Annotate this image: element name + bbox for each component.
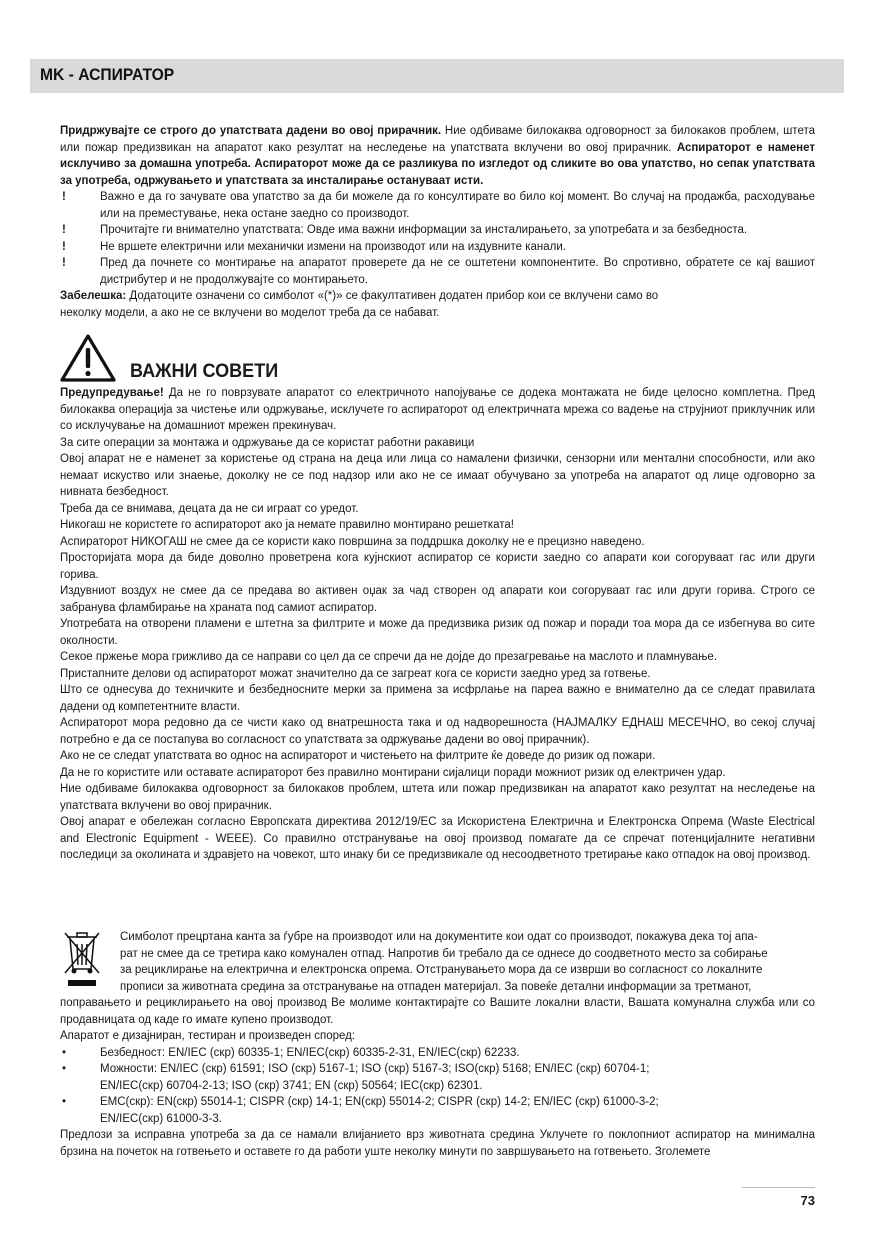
warning-paragraph: Овој апарат не е наменет за користење од страна на деца или лица со намалени физички, сензорни или ментални способности, или ако немаат искуство или знаење, доколку не се под надзор или ако не се имаат обучувано за употреба на апаратот од лице одговорно за нивната безбедност. — [60, 453, 815, 498]
intro-section — [60, 123, 815, 321]
standard-item: • Можности: EN/IEC (скр) 61591; ISO (скр) 5167-1; ISO (скр) 5167-3; ISO(скр) 5168; EN/IEC (скр) 60704-1; EN/IEC(скр) 60704-2-13; ISO (скр) 3741; EN (скр) 50564; IEC(скр) 62301. — [62, 1063, 650, 1092]
crossed-out-bin-icon — [60, 927, 104, 989]
warning-label: Предупредување! — [60, 387, 164, 399]
warning-paragraph: Издувниот воздух не смее да се предава во активен оџак за чад створен од апарати кои согоруваат гас или други горива. Строго се забранува фламбирање на храната под самиот аспиратор. — [60, 585, 815, 614]
weee-line: Симболот прецртана канта за ѓубре на производот или на документите кои одат со производот, покажува дека тој апа- — [120, 931, 758, 943]
designed-intro: Апаратот е дизајниран, тестиран и произведен според: — [60, 1030, 356, 1042]
intro-bullet: ! Пред да почнете со монтирање на апаратот проверете да не се оштетени компонентите. Во спротивно, обратете се кај вашиот дистрибутер и не продолжувајте со монтирањето. — [62, 257, 815, 286]
intro-bullet: ! Не вршете електрични или механички измени на производот или на издувните канали. — [60, 239, 815, 256]
exclamation-marker: ! — [62, 191, 66, 203]
warning-lead-paragraph: Предупредување! Да не го поврзувате апаратот со електричното напојување се додека монтажата не биде целосно комплетна. Пред билокаква операција за чистење или одржување, исклучете го аспираторот од електричната мрежа со вадење на струјниот приклучник или со исклучување на домашниот мрежен прекинувач. — [60, 387, 815, 432]
section-header-bar — [30, 59, 844, 93]
intro-bold-lead: Придржувајте се строго до упатствата дадени во овој прирачник. — [60, 125, 442, 137]
standard-item: • Безбедност: EN/IEC (скр) 60335-1; EN/IEC(скр) 60335-2-31, EN/IEC(скр) 62233. — [60, 1045, 815, 1062]
warning-paragraph: Аспираторот мора редовно да се чисти како од внатрешноста така и од надворешноста (НАЈМАЛКУ ЕДНАШ МЕСЕЧНО, во секој случај потребно е да се постапува во согласност со упатствата за одржување дадени во овој прирачник). — [60, 717, 815, 746]
intro-bullet: ! Важно е да го зачувате ова упатство за да би можеле да го консултирате во било кој момент. Во случај на продажба, расходување или на преместување, нека остане заедно со производот. — [62, 191, 815, 220]
page-number: 73 — [800, 1193, 815, 1208]
warning-paragraph: Што се однесува до техничките и безбедносните мерки за примена за исфрлање на пареа важно е внимателно да се следат правилата дадени од компетентните власти. — [60, 684, 815, 713]
bullet-marker: • — [62, 1096, 67, 1108]
warning-paragraph: Треба да се внимава, децата да не си играат со уредот. — [60, 502, 359, 515]
warning-paragraph: Ние одбиваме билокаква одговорност за билокаков проблем, штета или пожар предизвикан на апаратот како резултат на неследење на упатствата вклучени во овој прирачник. — [60, 783, 815, 812]
exclamation-marker: ! — [62, 224, 66, 236]
warnings-title: ВАЖНИ СОВЕТИ — [130, 361, 279, 382]
warning-paragraph: За сите операции за монтажа и одржување да се користат работни ракавици — [60, 436, 475, 449]
note-line: Забелешка: Додатоците означени со симболот «(*)» се факултативен додатен прибор кои се вклучени само во — [60, 290, 659, 302]
intro-paragraph — [60, 123, 815, 189]
section-title: MK - АСПИРАТОР — [40, 65, 175, 84]
warning-paragraph: Употребата на отворени пламени е штетна за филтрите и може да предизвика ризик од пожар и поради тоа мора да се избегнува во сите околности. — [60, 618, 815, 647]
warning-paragraph: Просторијата мора да биде доволно проветрена кога кујнскиот аспиратор се користи заедно со апарати кои согоруваат гас или други горива. — [60, 552, 815, 581]
warning-paragraph: Пристапните делови од аспираторот можат значително да се загреат кога се користи заедно уред за готвење. — [60, 667, 651, 680]
standards-section — [60, 995, 815, 1160]
bullet-marker: • — [62, 1046, 67, 1059]
exclamation-marker: ! — [62, 240, 66, 253]
warning-paragraph: Никогаш не користете го аспираторот ако ја немате правилно монтирано решетката! — [60, 519, 514, 531]
bullet-marker: • — [62, 1063, 67, 1075]
eco-tips-paragraph: Предлози за исправна употреба за да се намали влијанието врз животната средина Уклучете го поклопниот аспиратор на минимална брзина на почеток на готвењето и оставете го да работи уште неколку минути по завршувањето на готвењето. Зголемете — [60, 1129, 815, 1158]
weee-line: рат не смее да се третира како комунален отпад. Напротив би требало да се однесе до соодветното место за собирање — [120, 947, 768, 960]
warning-paragraph: Секое пржење мора грижливо да се направи со цел да се спречи да не дојде до презагревање на маслото и пламнување. — [60, 651, 718, 663]
warning-paragraph: Да не го користите или оставате аспираторот без правилно монтирани сијалици поради можниот ризик од електричен удар. — [60, 766, 726, 779]
note-label: Забелешка: — [60, 290, 127, 302]
intro-text: Ние одбиваме билокаква одговорност за билокаков проблем, штета или пожар предизвикан на апаратот како резултат на неследење на упатствата вклучени во овој прирачник. — [60, 125, 815, 154]
warnings-section — [60, 385, 815, 864]
footer-rule — [742, 1187, 815, 1188]
warning-triangle-icon — [58, 332, 118, 384]
note-line-2: неколку модели, а ако не се вклучени во моделот треба да се набават. — [60, 306, 440, 319]
weee-line: прописи за животната средина за отстранување на отпаден материјал. За повеќе детални информации за третманот, — [120, 980, 752, 993]
weee-line: за рециклирање на електрична и електронска опрема. Отстранувањето мора да се изврши во согласност со локалните — [120, 964, 763, 976]
weee-continuation: поправањето и рециклирањето на овој производ Ве молиме контактирајте со Вашите локални власти, Вашата комунална служба или со продавницата од каде го имате купено производот. — [60, 997, 815, 1026]
weee-notice — [120, 929, 815, 995]
standard-item: • EMC(скр): EN(скр) 55014-1; CISPR (скр) 14-1; EN(скр) 55014-2; CISPR (скр) 14-2; EN/IEC (скр) 61000-3-2; EN/IEC(скр) 61000-3-3. — [62, 1096, 659, 1125]
warning-paragraph: Ако не се следат упатствата во однос на аспираторот и чистењето на филтрите ќе доведе до ризик од пожари. — [60, 750, 656, 762]
intro-bold-tail: Аспираторот е наменет исклучиво за домашна употреба. Аспираторот може да се разликува по изгледот од сликите во ова упатство, но сепак упатствата за употреба, одржувањето и упатствата за инсталирање остануваат исти. — [60, 141, 815, 187]
warning-paragraph: Аспираторот НИКОГАШ не смее да се користи како површина за поддршка доколку не е прецизно наведено. — [60, 535, 645, 548]
exclamation-marker: ! — [62, 257, 66, 269]
weee-directive-paragraph: Овој апарат е обележан согласно Европската директива 2012/19/EC за Искористена Електрична и Електронска Опрема (Waste Electrical and Electronic Equipment - WEEE). Со правилно отстранување на овој производ помагате да се спречат потенцијалните негативни последици за околината и здравјето на човекот, што инаку би се предизвикале од несоодветното третирање како отпадок на овој производ. — [60, 816, 815, 861]
intro-bullet: ! Прочитајте ги внимателно упатствата: Овде има важни информации за инсталирањето, за употребата и за безбедноста. — [60, 222, 815, 239]
